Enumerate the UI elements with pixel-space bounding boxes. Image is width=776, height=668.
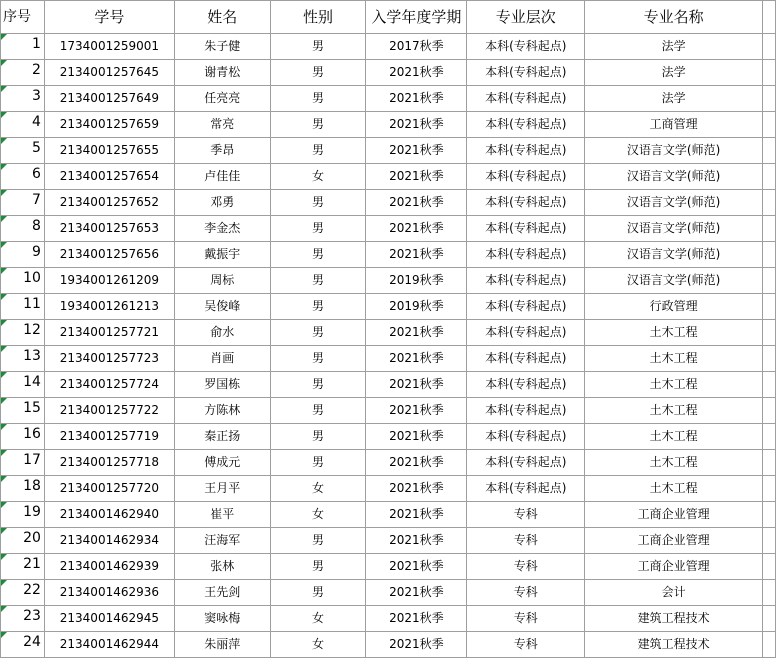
table-row xyxy=(1,346,776,372)
student-id-cell[interactable]: 1934001261213 xyxy=(44,294,174,320)
student-id-cell[interactable]: 2134001257655 xyxy=(44,138,174,164)
row-number-cell[interactable]: 12 xyxy=(1,320,45,346)
study-level-cell[interactable]: 本科(专科起点) xyxy=(467,346,585,372)
gender-cell[interactable]: 男 xyxy=(270,112,366,138)
gender-cell[interactable]: 男 xyxy=(270,528,366,554)
gender-cell[interactable]: 男 xyxy=(270,398,366,424)
study-level-cell[interactable]: 本科(专科起点) xyxy=(467,216,585,242)
table-row xyxy=(1,34,776,60)
major-cell[interactable]: 法学 xyxy=(585,86,763,112)
student-name-cell[interactable]: 汪海军 xyxy=(174,528,270,554)
study-level-cell[interactable]: 本科(专科起点) xyxy=(467,424,585,450)
student-id-cell[interactable]: 2134001257645 xyxy=(44,60,174,86)
table-row xyxy=(1,502,776,528)
empty-cell[interactable] xyxy=(762,34,775,60)
student-name-cell[interactable]: 崔平 xyxy=(174,502,270,528)
enroll-term-cell[interactable]: 2017秋季 xyxy=(366,34,467,60)
study-level-cell[interactable]: 专科 xyxy=(467,502,585,528)
gender-cell[interactable]: 男 xyxy=(270,242,366,268)
empty-cell[interactable] xyxy=(762,86,775,112)
empty-cell[interactable] xyxy=(762,528,775,554)
empty-cell[interactable] xyxy=(762,372,775,398)
study-level-cell[interactable]: 本科(专科起点) xyxy=(467,242,585,268)
enroll-term-cell[interactable]: 2021秋季 xyxy=(366,320,467,346)
empty-cell[interactable] xyxy=(762,554,775,580)
row-number-cell[interactable]: 15 xyxy=(1,398,45,424)
header-row xyxy=(1,1,776,34)
row-number-cell[interactable]: 2 xyxy=(1,60,45,86)
row-number-cell[interactable]: 6 xyxy=(1,164,45,190)
student-id-cell[interactable]: 2134001257723 xyxy=(44,346,174,372)
major-cell[interactable]: 法学 xyxy=(585,60,763,86)
student-name-cell[interactable]: 王月平 xyxy=(174,476,270,502)
enroll-term-cell[interactable]: 2021秋季 xyxy=(366,554,467,580)
student-name-cell[interactable]: 傅成元 xyxy=(174,450,270,476)
enroll-term-cell[interactable]: 2021秋季 xyxy=(366,450,467,476)
student-name-cell[interactable]: 邓勇 xyxy=(174,190,270,216)
gender-cell[interactable]: 男 xyxy=(270,320,366,346)
enroll-term-cell[interactable]: 2021秋季 xyxy=(366,138,467,164)
empty-cell[interactable] xyxy=(762,138,775,164)
gender-cell[interactable]: 男 xyxy=(270,268,366,294)
table-row xyxy=(1,242,776,268)
empty-cell[interactable] xyxy=(762,424,775,450)
student-id-cell[interactable]: 2134001257724 xyxy=(44,372,174,398)
table-row xyxy=(1,450,776,476)
major-cell[interactable]: 汉语言文学(师范) xyxy=(585,164,763,190)
enroll-term-cell[interactable]: 2021秋季 xyxy=(366,398,467,424)
major-cell[interactable]: 工商企业管理 xyxy=(585,502,763,528)
study-level-cell[interactable]: 专科 xyxy=(467,554,585,580)
student-name-cell[interactable]: 朱丽萍 xyxy=(174,632,270,658)
gender-cell[interactable]: 男 xyxy=(270,346,366,372)
empty-cell[interactable] xyxy=(762,112,775,138)
header-cell-name[interactable]: 姓名 xyxy=(174,1,270,34)
student-name-cell[interactable]: 任亮亮 xyxy=(174,86,270,112)
gender-cell[interactable]: 男 xyxy=(270,216,366,242)
row-number-cell[interactable]: 22 xyxy=(1,580,45,606)
empty-cell[interactable] xyxy=(762,450,775,476)
major-cell[interactable]: 土木工程 xyxy=(585,346,763,372)
study-level-cell[interactable]: 本科(专科起点) xyxy=(467,164,585,190)
table-row xyxy=(1,164,776,190)
row-number-cell[interactable]: 14 xyxy=(1,372,45,398)
study-level-cell[interactable]: 本科(专科起点) xyxy=(467,476,585,502)
student-name-cell[interactable]: 常亮 xyxy=(174,112,270,138)
gender-cell[interactable]: 女 xyxy=(270,632,366,658)
gender-cell[interactable]: 女 xyxy=(270,476,366,502)
major-cell[interactable]: 建筑工程技术 xyxy=(585,632,763,658)
major-cell[interactable]: 建筑工程技术 xyxy=(585,606,763,632)
student-name-cell[interactable]: 方陈林 xyxy=(174,398,270,424)
empty-cell[interactable] xyxy=(762,398,775,424)
gender-cell[interactable]: 男 xyxy=(270,424,366,450)
row-number-cell[interactable]: 18 xyxy=(1,476,45,502)
enroll-term-cell[interactable]: 2019秋季 xyxy=(366,294,467,320)
empty-cell[interactable] xyxy=(762,190,775,216)
row-number-cell[interactable]: 8 xyxy=(1,216,45,242)
student-id-cell[interactable]: 2134001257656 xyxy=(44,242,174,268)
table-row xyxy=(1,216,776,242)
student-id-cell[interactable]: 2134001462939 xyxy=(44,554,174,580)
enroll-term-cell[interactable]: 2021秋季 xyxy=(366,606,467,632)
major-cell[interactable]: 法学 xyxy=(585,34,763,60)
student-name-cell[interactable]: 吴俊峰 xyxy=(174,294,270,320)
empty-cell[interactable] xyxy=(762,268,775,294)
student-name-cell[interactable]: 谢青松 xyxy=(174,60,270,86)
enroll-term-cell[interactable]: 2021秋季 xyxy=(366,86,467,112)
gender-cell[interactable]: 男 xyxy=(270,190,366,216)
student-name-cell[interactable]: 季昂 xyxy=(174,138,270,164)
row-number-cell[interactable]: 24 xyxy=(1,632,45,658)
table-row xyxy=(1,112,776,138)
major-cell[interactable]: 汉语言文学(师范) xyxy=(585,242,763,268)
major-cell[interactable]: 土木工程 xyxy=(585,450,763,476)
row-number-cell[interactable]: 9 xyxy=(1,242,45,268)
student-name-cell[interactable]: 戴振宇 xyxy=(174,242,270,268)
student-name-cell[interactable]: 朱子健 xyxy=(174,34,270,60)
gender-cell[interactable]: 女 xyxy=(270,606,366,632)
row-number-cell[interactable]: 19 xyxy=(1,502,45,528)
row-number-cell[interactable]: 5 xyxy=(1,138,45,164)
study-level-cell[interactable]: 本科(专科起点) xyxy=(467,320,585,346)
gender-cell[interactable]: 女 xyxy=(270,164,366,190)
header-cell-gender[interactable]: 性别 xyxy=(270,1,366,34)
enroll-term-cell[interactable]: 2021秋季 xyxy=(366,580,467,606)
major-cell[interactable]: 土木工程 xyxy=(585,424,763,450)
enroll-term-cell[interactable]: 2021秋季 xyxy=(366,346,467,372)
major-cell[interactable]: 土木工程 xyxy=(585,476,763,502)
study-level-cell[interactable]: 本科(专科起点) xyxy=(467,112,585,138)
student-name-cell[interactable]: 罗国栋 xyxy=(174,372,270,398)
empty-cell[interactable] xyxy=(762,242,775,268)
student-id-cell[interactable]: 2134001257719 xyxy=(44,424,174,450)
header-cell-level[interactable]: 专业层次 xyxy=(467,1,585,34)
study-level-cell[interactable]: 本科(专科起点) xyxy=(467,60,585,86)
study-level-cell[interactable]: 本科(专科起点) xyxy=(467,138,585,164)
table-row xyxy=(1,632,776,658)
student-id-cell[interactable]: 2134001462934 xyxy=(44,528,174,554)
major-cell[interactable]: 汉语言文学(师范) xyxy=(585,216,763,242)
table-row xyxy=(1,60,776,86)
enroll-term-cell[interactable]: 2021秋季 xyxy=(366,164,467,190)
major-cell[interactable]: 汉语言文学(师范) xyxy=(585,190,763,216)
row-number-cell[interactable]: 21 xyxy=(1,554,45,580)
student-id-cell[interactable]: 2134001462945 xyxy=(44,606,174,632)
study-level-cell[interactable]: 本科(专科起点) xyxy=(467,450,585,476)
table-row xyxy=(1,86,776,112)
enroll-term-cell[interactable]: 2021秋季 xyxy=(366,372,467,398)
gender-cell[interactable]: 男 xyxy=(270,580,366,606)
student-id-cell[interactable]: 2134001462940 xyxy=(44,502,174,528)
enroll-term-cell[interactable]: 2021秋季 xyxy=(366,632,467,658)
student-id-cell[interactable]: 1734001259001 xyxy=(44,34,174,60)
student-name-cell[interactable]: 窦咏梅 xyxy=(174,606,270,632)
table-row xyxy=(1,138,776,164)
row-number-cell[interactable]: 17 xyxy=(1,450,45,476)
gender-cell[interactable]: 女 xyxy=(270,502,366,528)
student-name-cell[interactable]: 俞水 xyxy=(174,320,270,346)
gender-cell[interactable]: 男 xyxy=(270,294,366,320)
table-row xyxy=(1,320,776,346)
table-row xyxy=(1,372,776,398)
header-cell-no[interactable]: 序号 xyxy=(1,1,45,34)
student-id-cell[interactable]: 2134001257653 xyxy=(44,216,174,242)
enroll-term-cell[interactable]: 2021秋季 xyxy=(366,112,467,138)
student-id-cell[interactable]: 2134001257722 xyxy=(44,398,174,424)
student-id-cell[interactable]: 2134001462944 xyxy=(44,632,174,658)
row-number-cell[interactable]: 20 xyxy=(1,528,45,554)
empty-cell[interactable] xyxy=(762,346,775,372)
header-cell-id[interactable]: 学号 xyxy=(44,1,174,34)
student-id-cell[interactable]: 2134001462936 xyxy=(44,580,174,606)
study-level-cell[interactable]: 专科 xyxy=(467,528,585,554)
table-row xyxy=(1,476,776,502)
gender-cell[interactable]: 男 xyxy=(270,372,366,398)
table-row xyxy=(1,190,776,216)
major-cell[interactable]: 土木工程 xyxy=(585,372,763,398)
enroll-term-cell[interactable]: 2021秋季 xyxy=(366,424,467,450)
study-level-cell[interactable]: 本科(专科起点) xyxy=(467,190,585,216)
student-name-cell[interactable]: 张林 xyxy=(174,554,270,580)
empty-cell[interactable] xyxy=(762,502,775,528)
student-name-cell[interactable]: 肖画 xyxy=(174,346,270,372)
table-row xyxy=(1,268,776,294)
student-id-cell[interactable]: 2134001257721 xyxy=(44,320,174,346)
study-level-cell[interactable]: 本科(专科起点) xyxy=(467,34,585,60)
major-cell[interactable]: 工商企业管理 xyxy=(585,528,763,554)
row-number-cell[interactable]: 4 xyxy=(1,112,45,138)
row-number-cell[interactable]: 10 xyxy=(1,268,45,294)
student-name-cell[interactable]: 周标 xyxy=(174,268,270,294)
row-number-cell[interactable]: 13 xyxy=(1,346,45,372)
row-number-cell[interactable]: 23 xyxy=(1,606,45,632)
empty-cell[interactable] xyxy=(762,632,775,658)
study-level-cell[interactable]: 专科 xyxy=(467,632,585,658)
student-id-cell[interactable]: 2134001257718 xyxy=(44,450,174,476)
header-cell-term[interactable]: 入学年度学期 xyxy=(366,1,467,34)
table-row xyxy=(1,294,776,320)
enroll-term-cell[interactable]: 2021秋季 xyxy=(366,190,467,216)
table-row xyxy=(1,606,776,632)
table-row xyxy=(1,398,776,424)
table-row xyxy=(1,528,776,554)
enroll-term-cell[interactable]: 2021秋季 xyxy=(366,528,467,554)
major-cell[interactable]: 汉语言文学(师范) xyxy=(585,268,763,294)
student-id-cell[interactable]: 2134001257659 xyxy=(44,112,174,138)
empty-cell[interactable] xyxy=(762,476,775,502)
major-cell[interactable]: 行政管理 xyxy=(585,294,763,320)
major-cell[interactable]: 工商管理 xyxy=(585,112,763,138)
study-level-cell[interactable]: 本科(专科起点) xyxy=(467,372,585,398)
major-cell[interactable]: 会计 xyxy=(585,580,763,606)
student-id-cell[interactable]: 2134001257649 xyxy=(44,86,174,112)
enroll-term-cell[interactable]: 2021秋季 xyxy=(366,242,467,268)
empty-cell[interactable] xyxy=(762,60,775,86)
gender-cell[interactable]: 男 xyxy=(270,450,366,476)
study-level-cell[interactable]: 本科(专科起点) xyxy=(467,398,585,424)
row-number-cell[interactable]: 1 xyxy=(1,34,45,60)
gender-cell[interactable]: 男 xyxy=(270,60,366,86)
empty-cell[interactable] xyxy=(762,580,775,606)
enroll-term-cell[interactable]: 2021秋季 xyxy=(366,502,467,528)
empty-cell[interactable] xyxy=(762,606,775,632)
study-level-cell[interactable]: 专科 xyxy=(467,580,585,606)
row-number-cell[interactable]: 11 xyxy=(1,294,45,320)
empty-cell[interactable] xyxy=(762,164,775,190)
study-level-cell[interactable]: 本科(专科起点) xyxy=(467,294,585,320)
enroll-term-cell[interactable]: 2019秋季 xyxy=(366,268,467,294)
enroll-term-cell[interactable]: 2021秋季 xyxy=(366,60,467,86)
enroll-term-cell[interactable]: 2021秋季 xyxy=(366,216,467,242)
study-level-cell[interactable]: 本科(专科起点) xyxy=(467,86,585,112)
student-name-cell[interactable]: 王先剑 xyxy=(174,580,270,606)
table-row xyxy=(1,554,776,580)
table-row xyxy=(1,580,776,606)
major-cell[interactable]: 工商企业管理 xyxy=(585,554,763,580)
empty-cell[interactable] xyxy=(762,320,775,346)
major-cell[interactable]: 汉语言文学(师范) xyxy=(585,138,763,164)
study-level-cell[interactable]: 本科(专科起点) xyxy=(467,268,585,294)
gender-cell[interactable]: 男 xyxy=(270,138,366,164)
row-number-cell[interactable]: 7 xyxy=(1,190,45,216)
study-level-cell[interactable]: 专科 xyxy=(467,606,585,632)
major-cell[interactable]: 土木工程 xyxy=(585,398,763,424)
student-id-cell[interactable]: 1934001261209 xyxy=(44,268,174,294)
row-number-cell[interactable]: 16 xyxy=(1,424,45,450)
enroll-term-cell[interactable]: 2021秋季 xyxy=(366,476,467,502)
gender-cell[interactable]: 男 xyxy=(270,34,366,60)
header-cell-major[interactable]: 专业名称 xyxy=(585,1,763,34)
student-id-cell[interactable]: 2134001257654 xyxy=(44,164,174,190)
gender-cell[interactable]: 男 xyxy=(270,554,366,580)
empty-cell[interactable] xyxy=(762,294,775,320)
student-id-cell[interactable]: 2134001257720 xyxy=(44,476,174,502)
major-cell[interactable]: 土木工程 xyxy=(585,320,763,346)
student-id-cell[interactable]: 2134001257652 xyxy=(44,190,174,216)
gender-cell[interactable]: 男 xyxy=(270,86,366,112)
row-number-cell[interactable]: 3 xyxy=(1,86,45,112)
table-row xyxy=(1,424,776,450)
student-name-cell[interactable]: 秦正扬 xyxy=(174,424,270,450)
student-name-cell[interactable]: 李金杰 xyxy=(174,216,270,242)
student-name-cell[interactable]: 卢佳佳 xyxy=(174,164,270,190)
empty-cell[interactable] xyxy=(762,1,775,34)
empty-cell[interactable] xyxy=(762,216,775,242)
